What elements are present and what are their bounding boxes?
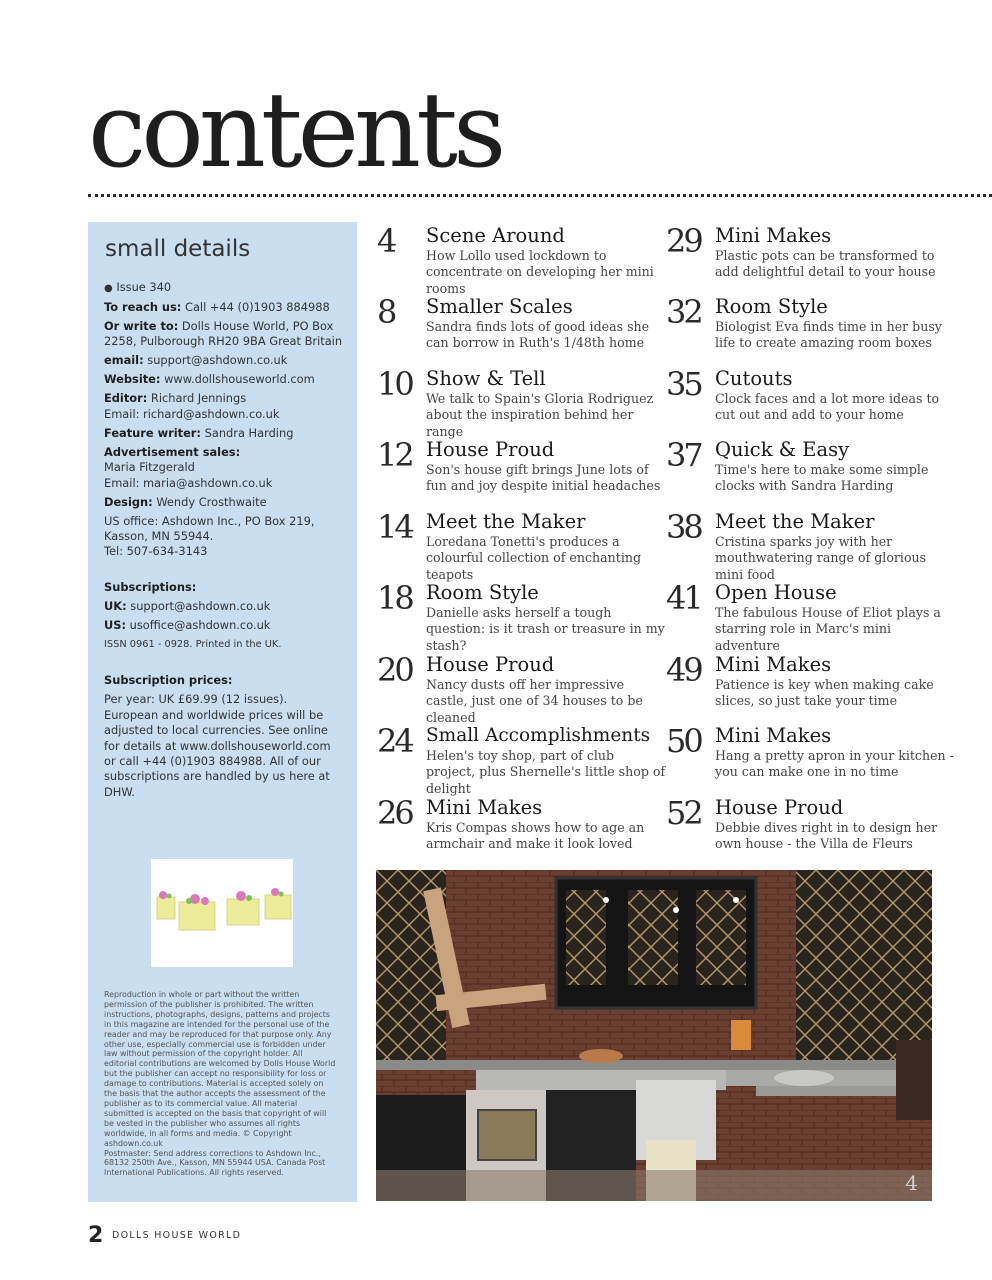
toc-page-number: 18 bbox=[377, 579, 412, 617]
toc-item[interactable] bbox=[666, 722, 954, 790]
toc-description: Debbie dives right in to design her own house - the Villa de Fleurs bbox=[715, 820, 938, 852]
toc-item[interactable] bbox=[377, 796, 657, 862]
toc-title: House Proud bbox=[715, 796, 844, 819]
footer-magazine-name: DOLLS HOUSE WORLD bbox=[112, 1230, 242, 1241]
ads-line: Advertisement sales: Maria Fitzgerald Email: maria@ashdown.co.uk bbox=[104, 444, 273, 490]
toc-description: Sandra finds lots of good ideas she can borrow in Ruth's 1/48th home bbox=[426, 319, 650, 351]
kitchen-room-photo bbox=[376, 870, 932, 1201]
email-link[interactable]: support@ashdown.co.uk bbox=[147, 353, 288, 368]
toc-item[interactable] bbox=[666, 796, 946, 862]
toc-page-number: 32 bbox=[666, 293, 701, 331]
email-line: email: support@ashdown.co.uk bbox=[104, 353, 288, 368]
toc-item[interactable] bbox=[377, 365, 657, 439]
photo-page-reference: 4 bbox=[905, 1171, 918, 1195]
toc-page-number: 35 bbox=[666, 365, 701, 403]
toc-description: Hang a pretty apron in your kitchen - you can make one in no time bbox=[715, 748, 954, 780]
toc-page-number: 41 bbox=[666, 579, 701, 617]
prices-heading: Subscription prices: bbox=[104, 673, 233, 688]
toc-item[interactable] bbox=[666, 295, 946, 361]
toc-item[interactable] bbox=[377, 579, 665, 653]
toc-page-number: 12 bbox=[377, 436, 412, 474]
toc-title: Mini Makes bbox=[426, 796, 543, 819]
cake-slices-image bbox=[151, 859, 293, 967]
toc-item[interactable] bbox=[666, 224, 946, 290]
toc-item[interactable] bbox=[377, 222, 657, 296]
toc-page-number: 50 bbox=[666, 722, 701, 760]
toc-description: Time's here to make some simple clocks with Sandra Harding bbox=[715, 462, 929, 494]
reach-line: To reach us: Call +44 (0)1903 884988 bbox=[104, 300, 330, 314]
toc-description: How Lollo used lockdown to concentrate on developing her mini rooms bbox=[426, 248, 654, 296]
subs-uk-line: UK: support@ashdown.co.uk bbox=[104, 599, 271, 614]
toc-item[interactable] bbox=[377, 436, 661, 504]
toc-page-number: 8 bbox=[377, 293, 395, 331]
toc-title: Mini Makes bbox=[715, 724, 832, 747]
toc-item[interactable] bbox=[377, 651, 657, 725]
toc-page-number: 14 bbox=[377, 508, 412, 546]
address-line: Or write to: Dolls House World, PO Box 2258, Pulborough RH20 9BA Great Britain bbox=[104, 319, 343, 349]
toc-title: Cutouts bbox=[715, 367, 793, 390]
prices-text: Per year: UK £69.99 (12 issues). European and worldwide prices will be adjusted to local currencies. See online for details at www.dollshouseworld.com or call +44 (0)1903 884988. All of our subscriptions are handled by us here at DHW. bbox=[104, 692, 331, 799]
toc-page-number: 37 bbox=[666, 436, 701, 474]
website-link[interactable]: www.dollshouseworld.com bbox=[164, 372, 315, 387]
us-office-line: US office: Ashdown Inc., PO Box 219, Kasson, MN 55944. Tel: 507-634-3143 bbox=[104, 513, 315, 559]
toc-description: Helen's toy shop, part of club project, plus Shernelle's little shop of delight bbox=[426, 748, 666, 796]
toc-description: The fabulous House of Eliot plays a starring role in Marc's mini adventure bbox=[715, 605, 941, 653]
editor-email: Email: richard@ashdown.co.uk bbox=[104, 406, 280, 421]
toc-title: House Proud bbox=[426, 438, 555, 461]
toc-title: Room Style bbox=[715, 295, 828, 318]
sidebar-heading: small details bbox=[105, 236, 251, 262]
toc-description: We talk to Spain's Gloria Rodriguez about the inspiration behind her range bbox=[426, 391, 654, 439]
subs-us-line: US: usoffice@ashdown.co.uk bbox=[104, 618, 271, 633]
website-line: Website: www.dollshouseworld.com bbox=[104, 372, 315, 387]
subscriptions-heading: Subscriptions: bbox=[104, 580, 197, 595]
toc-description: Nancy dusts off her impressive castle, just one of 34 houses to be cleaned bbox=[426, 677, 643, 725]
feature-writer-line: Feature writer: Sandra Harding bbox=[104, 425, 294, 440]
postmaster-notice: Postmaster: Send address corrections to Ashdown Inc., 68132 250th Ave., Kasson, MN 55944 USA. Canada Post International Publications. All rights reserved. bbox=[104, 1148, 326, 1178]
cake-slices-illustration bbox=[151, 859, 293, 967]
subs-uk-email[interactable]: support@ashdown.co.uk bbox=[130, 599, 271, 614]
subs-us-email[interactable]: usoffice@ashdown.co.uk bbox=[129, 618, 271, 633]
toc-title: Smaller Scales bbox=[426, 295, 573, 318]
page-title: contents bbox=[88, 69, 502, 191]
toc-page-number: 20 bbox=[377, 651, 412, 689]
kitchen-illustration bbox=[376, 870, 932, 1201]
dotted-divider bbox=[88, 194, 992, 197]
sidebar-small-details bbox=[88, 222, 357, 1202]
toc-title: Quick & Easy bbox=[715, 438, 850, 461]
toc-page-number: 26 bbox=[377, 794, 412, 832]
toc-item[interactable] bbox=[666, 653, 946, 719]
toc-title: House Proud bbox=[426, 653, 555, 676]
toc-title: Show & Tell bbox=[426, 367, 546, 390]
bullet-icon: ● bbox=[104, 283, 113, 294]
toc-title: Room Style bbox=[426, 581, 539, 604]
toc-title: Mini Makes bbox=[715, 224, 832, 247]
toc-description: Cristina sparks joy with her mouthwatering range of glorious mini food bbox=[715, 534, 927, 582]
toc-item[interactable] bbox=[666, 508, 946, 582]
toc-item[interactable] bbox=[377, 722, 666, 796]
footer-page-number: 2 bbox=[88, 1223, 104, 1248]
legal-fine-print bbox=[104, 990, 336, 1178]
toc-description: Son's house gift brings June lots of fun and joy despite initial headaches bbox=[426, 462, 661, 494]
ads-email: Email: maria@ashdown.co.uk bbox=[104, 475, 273, 490]
toc-description: Danielle asks herself a tough question: is it trash or treasure in my stash? bbox=[426, 605, 665, 653]
toc-page-number: 52 bbox=[666, 794, 701, 832]
toc-item[interactable] bbox=[377, 295, 657, 361]
toc-title: Meet the Maker bbox=[715, 510, 875, 533]
toc-description: Patience is key when making cake slices, so just take your time bbox=[715, 677, 934, 709]
toc-description: Biologist Eva finds time in her busy life to create amazing room boxes bbox=[715, 319, 942, 351]
toc-item[interactable] bbox=[666, 367, 946, 433]
issn-line: ISSN 0961 - 0928. Printed in the UK. bbox=[104, 639, 282, 651]
toc-title: Meet the Maker bbox=[426, 510, 586, 533]
toc-page-number: 4 bbox=[377, 222, 395, 260]
toc-description: Clock faces and a lot more ideas to cut out and add to your home bbox=[715, 391, 940, 423]
toc-page-number: 38 bbox=[666, 508, 701, 546]
issue-line bbox=[104, 280, 344, 296]
toc-title: Open House bbox=[715, 581, 837, 604]
toc-page-number: 29 bbox=[666, 222, 701, 260]
toc-description: Loredana Tonetti's produces a colourful collection of enchanting teapots bbox=[426, 534, 642, 582]
sidebar-details bbox=[104, 280, 344, 804]
toc-page-number: 24 bbox=[377, 722, 412, 760]
toc-item[interactable] bbox=[666, 438, 946, 504]
copyright-notice: Reproduction in whole or part without the written permission of the publisher is prohibited. The written instructions, photographs, designs, patterns and projects in this magazine are intended for the personal use of the reader and may be reproduced for that purpose only. Any other use, especially commercial use is forbidden under law without permission of the copyright holder. All editorial contributions are welcomed by Dolls House World but the publisher can accept no responsibility for loss or damage to contributions. Material is accepted solely on the basis that the author accepts the assessment of the publisher as to its commercial value. All material submitted is accepted on the basis that copyright of will be vested in the publisher who assumes all rights worldwide, in all forms and media. © Copyright ashdown.co.uk bbox=[104, 990, 336, 1148]
toc-title: Mini Makes bbox=[715, 653, 832, 676]
toc-title: Scene Around bbox=[426, 224, 565, 247]
toc-item[interactable] bbox=[377, 508, 657, 582]
design-line: Design: Wendy Crosthwaite bbox=[104, 494, 267, 509]
toc-page-number: 10 bbox=[377, 365, 412, 403]
issue-number: Issue 340 bbox=[116, 280, 172, 294]
toc-title: Small Accomplishments bbox=[426, 725, 651, 746]
toc-description: Kris Compas shows how to age an armchair and make it look loved bbox=[426, 820, 645, 852]
toc-page-number: 49 bbox=[666, 651, 701, 689]
toc-description: Plastic pots can be transformed to add delightful detail to your house bbox=[715, 248, 936, 280]
editor-line: Editor: Richard Jennings Email: richard@ashdown.co.uk bbox=[104, 391, 280, 421]
toc-item[interactable] bbox=[666, 579, 946, 653]
